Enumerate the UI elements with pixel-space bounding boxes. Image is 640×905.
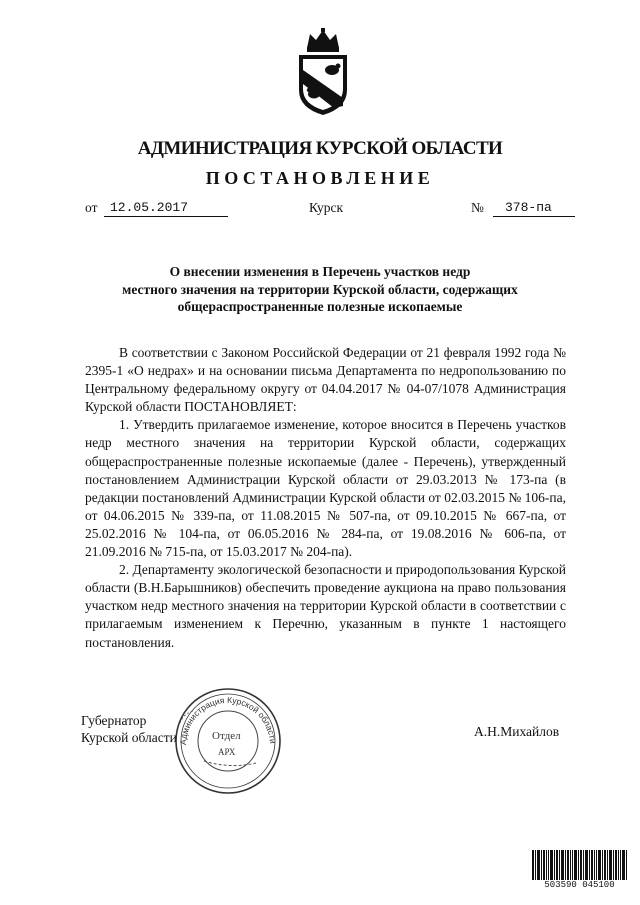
document-date: 12.05.2017 — [104, 200, 228, 217]
body-paragraph: 1. Утвердить прилагаемое изменение, которое вносится в Перечень участков недр местного значения на территории Курской области, содержащих общераспространенные полезные ископаемые (далее - Перечень), утвержденный постановлением Администрации Курской области от 29.03.2013 № 173-па (в редакции постановлений Администрации Курской области от 02.03.2015 № 106-па, от 04.06.2015 № 339-па, от 11.08.2015 № 507-па, от 09.10.2015 № 667-па, от 25.02.2016 № 104-па, от 06.05.2016 № 284-па, от 19.08.2016 № 606-па, от 21.09.2016 № 715-па, от 15.03.2017 № 204-па). — [85, 417, 566, 560]
signer-title-line: Курской области — [81, 730, 177, 745]
coat-of-arms-emblem — [294, 28, 352, 116]
stamp-center-text: АРХ — [218, 747, 236, 757]
stamp-ring-text: Администрация Курской области — [177, 694, 279, 746]
body-paragraph: В соответствии с Законом Российской Федерации от 21 февраля 1992 года № 2395-1 «О недрах» и на основании письма Департамента по недропользованию по Центральному федеральному округу от 04.04.2017 № 04-07/1078 Администрация Курской области ПОСТАНОВЛЯЕТ: — [85, 345, 566, 415]
subject-line: местного значения на территории Курской области, содержащих — [122, 281, 518, 297]
subject-line: общераспространенные полезные ископаемые — [177, 299, 463, 314]
stamp-center-text: Отдел — [212, 730, 241, 742]
subject-line: О внесении изменения в Перечень участков недр — [169, 264, 471, 279]
date-label: от — [85, 200, 98, 215]
document-body — [85, 344, 566, 652]
barcode-number: 503590 045100 — [532, 880, 627, 890]
body-paragraph: 2. Департаменту экологической безопасности и природопользования Курской области (В.Н.Барышников) обеспечить проведение аукциона на право пользования участком недр местного значения на территории Курской области в соответствии с прилагаемым изменением к Перечню, указанным в пункте 1 настоящего постановления. — [85, 562, 566, 650]
signer-name: А.Н.Михайлов — [474, 724, 560, 739]
organization-title: АДМИНИСТРАЦИЯ КУРСКОЙ ОБЛАСТИ — [137, 138, 503, 159]
city: Курск — [309, 200, 344, 215]
official-stamp — [160, 683, 295, 795]
document-type-title: ПОСТАНОВЛЕНИЕ — [205, 168, 435, 188]
document-subject — [70, 263, 570, 316]
signer-title-line: Губернатор — [81, 713, 147, 728]
document-number: 378-па — [493, 200, 575, 217]
number-label: № — [471, 200, 484, 215]
